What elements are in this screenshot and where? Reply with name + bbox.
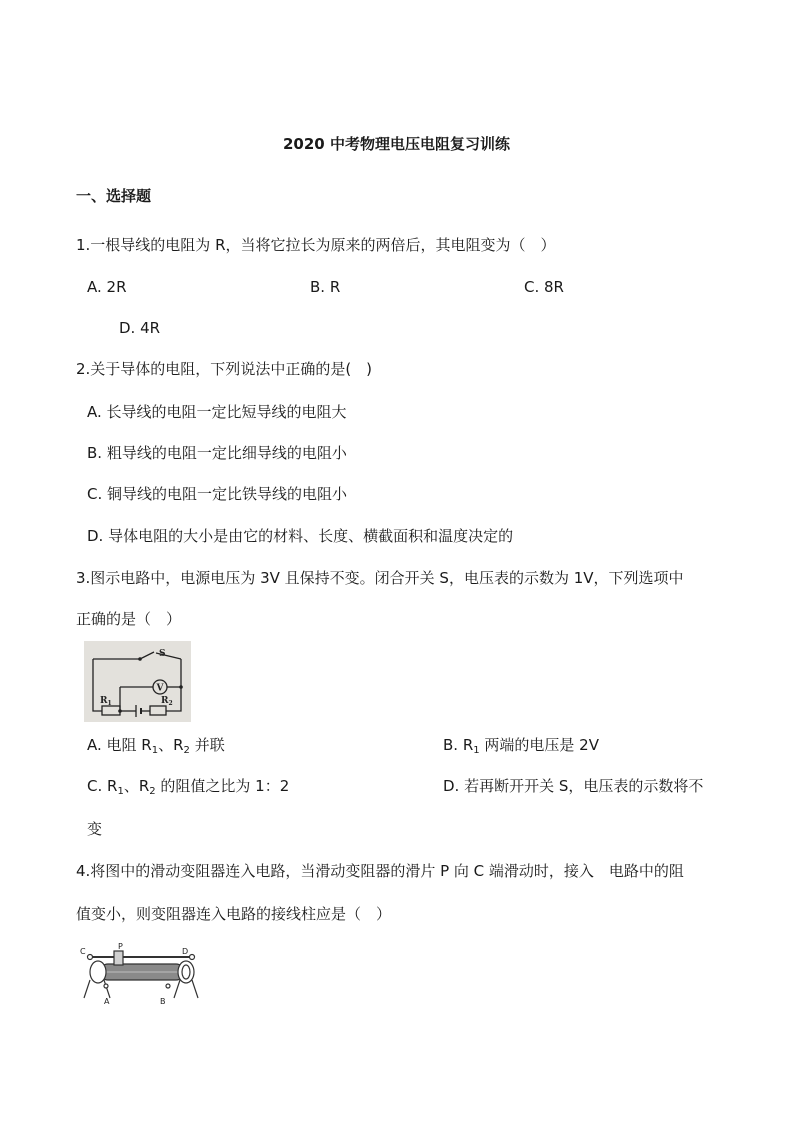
q2-option-a: A. 长导线的电阻一定比短导线的电阻大	[87, 403, 347, 421]
q2-option-c: C. 铜导线的电阻一定比铁导线的电阻小	[87, 485, 348, 503]
label-c: C	[80, 947, 86, 956]
q3-stem-line1: 3.图示电路中，电源电压为 3V 且保持不变。闭合开关 S，电压表的示数为 1V，下列选项中	[76, 569, 684, 587]
label-p: P	[118, 942, 123, 951]
q3-option-b: B. $R_1$ 两端的电压是 2V	[443, 736, 599, 756]
q3-option-a: A. 电阻 $R_1$、$R_2$ 并联	[87, 736, 225, 756]
q3-option-d: D. 若再断开开关 S，电压表的示数将不	[443, 777, 704, 795]
q2-option-b: B. 粗导线的电阻一定比细导线的电阻小	[87, 444, 347, 462]
q1-option-a: A. 2R	[87, 278, 127, 296]
q2-option-d: D. 导体电阻的大小是由它的材料、长度、横截面积和温度决定的	[87, 527, 514, 545]
q2-stem: 2.关于导体的电阻，下列说法中正确的是( )	[76, 360, 373, 378]
r2-label: $R_2$	[161, 696, 173, 707]
label-d: D	[182, 947, 189, 956]
section-heading: 一、选择题	[76, 187, 152, 205]
q1-option-b: B. R	[310, 278, 341, 296]
switch-label: S	[159, 649, 166, 659]
label-b: B	[160, 997, 166, 1006]
circuit-figure	[84, 641, 191, 722]
rheostat-figure	[78, 940, 204, 1008]
voltmeter-label: V	[156, 683, 164, 694]
circuit-diagram	[84, 641, 191, 722]
q1-stem: 1.一根导线的电阻为 R，当将它拉长为原来的两倍后，其电阻变为（ ）	[76, 236, 556, 254]
label-a: A	[104, 997, 110, 1006]
rheostat-diagram	[78, 940, 204, 1008]
q4-stem-line1: 4.将图中的滑动变阻器连入电路，当滑动变阻器的滑片 P 向 C 端滑动时，接入 电路中的阻	[76, 862, 684, 880]
q1-option-d: D. 4R	[119, 319, 161, 337]
r1-label: $R_1$	[100, 696, 112, 707]
q1-option-c: C. 8R	[524, 278, 564, 296]
q4-stem-line2: 值变小，则变阻器连入电路的接线柱应是（ ）	[76, 905, 392, 923]
page-title: 2020 中考物理电压电阻复习训练	[283, 135, 510, 153]
q3-option-c: C. $R_1$、$R_2$ 的阻值之比为 1：2	[87, 777, 290, 797]
q3-option-d-continued: 变	[87, 820, 103, 838]
q3-stem-line2: 正确的是（ ）	[76, 610, 182, 628]
